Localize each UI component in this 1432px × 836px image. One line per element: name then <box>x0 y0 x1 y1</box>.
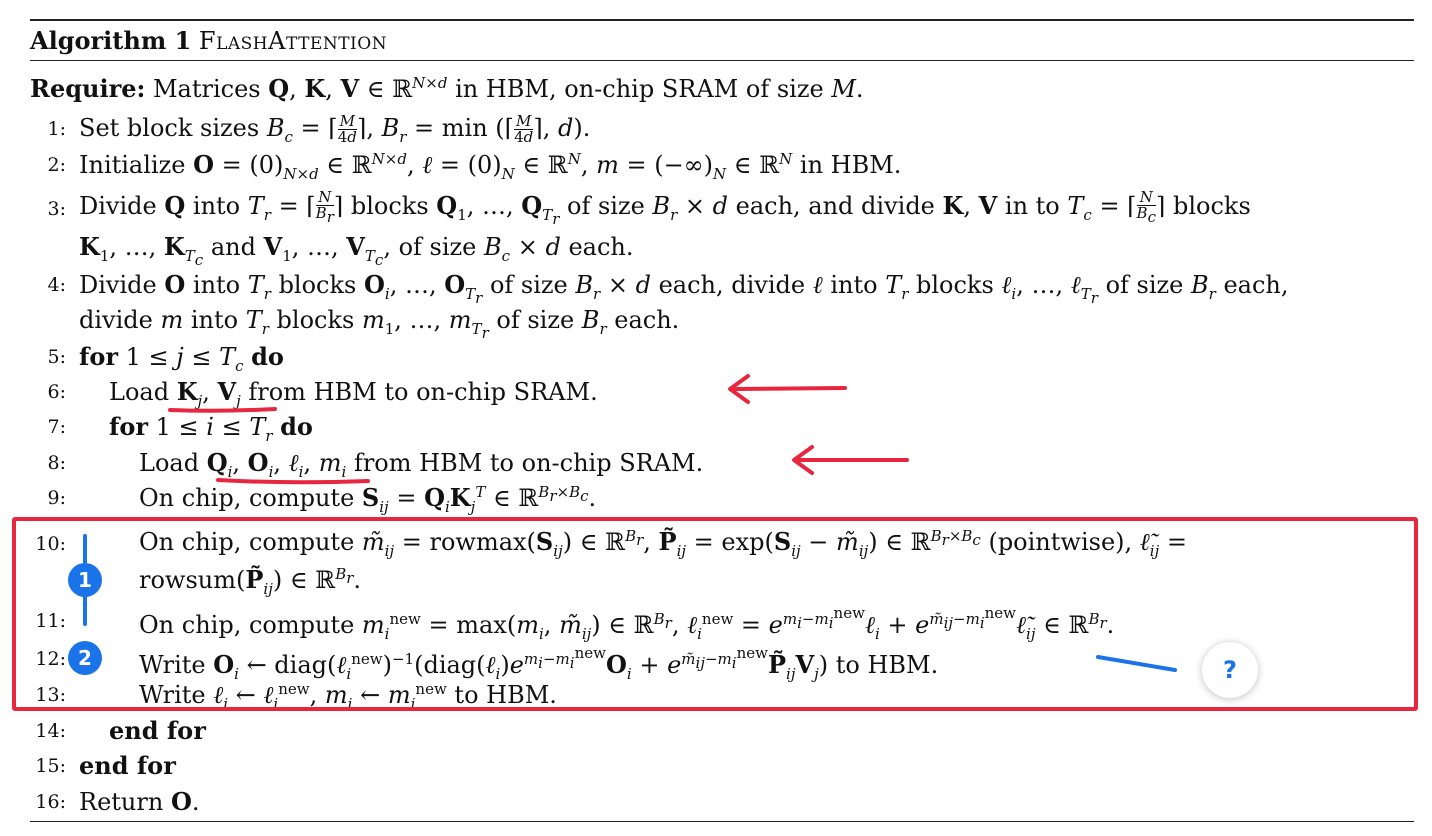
line-number: 10: <box>35 533 66 555</box>
line-number: 9: <box>47 487 66 509</box>
line-text: Write ℓ$_i$ ← ℓ$_i^{new}$, $m_i$ ← $m_i^{new}$ to HBM. <box>139 680 557 713</box>
line-number: 16: <box>35 791 66 813</box>
line-number: 11: <box>35 610 66 632</box>
line-number: 7: <box>47 416 66 438</box>
line-number: 13: <box>35 684 66 706</box>
line-number: 15: <box>35 755 66 777</box>
algorithm-name: FlashAttention <box>198 27 388 55</box>
red-arrow-line-6 <box>730 376 845 402</box>
red-arrow-line-8 <box>794 447 907 473</box>
line-text: Set block sizes $B_c$ = ⌈ $\frac{M}{4d}$ ⌉, $B_r = \min$ (⌈ $\frac{M}{4d}$ ⌉, d). <box>79 112 591 146</box>
line-text: Divide Q into $T_r$ = ⌈ $\frac{N}{B_r}$ ⌉ blocks $Q_1$, …, $Q_{T_r}$ of size $B_r \times d$ each, and divide K, V in to $T_c$ = ⌈ $\frac{N}{B_c}$ ⌉ blocks <box>79 188 1251 228</box>
require-keyword: Require: <box>30 74 146 103</box>
red-underline-kv <box>170 409 275 411</box>
red-underline-qoml <box>218 480 368 482</box>
help-button[interactable]: ? <box>1202 642 1258 698</box>
line-number: 12: <box>35 648 66 670</box>
line-number: 4: <box>47 274 66 296</box>
line-text: Write $O_i$ ← $diag(\ell_i^{new})^{-1}(diag(\ell_i)e^{m_i-m_i^{new}}O_i$ + $e^{m̃_{ij}-m_i^{new}}P̃_{ij}V_j$) to HBM. <box>139 644 939 683</box>
line-text: Return O. <box>79 787 200 816</box>
line-text: On chip, compute $m_i^{new} = \max(m_i$, $m̃_{ij}$) ∈ ℝ$^{B_r}$, ℓ$_i^{new}$ = $e^{m_i-m_i^{new}}\ell_i$ + $e^{m̃_{ij}-m_i^{new}}\ell̃_{ij}$ ∈ ℝ$^{B_r}$. <box>139 604 1115 643</box>
annotation-badge-1[interactable]: 1 <box>68 563 102 597</box>
line-text: Divide O into $T_r$ blocks $O_i$, …, $O_{T_r}$ of size $B_r \times d$ each, divide ℓ into $T_r$ blocks ℓ$_i$, …, ℓ$_{T_r}$ of size $B_r$ each, <box>79 270 1289 307</box>
line-text: On chip, compute $S_{ij} = Q_iK_j^T$ ∈ ℝ$^{B_r\times B_c}$. <box>139 483 597 516</box>
line-number: 1: <box>47 118 66 140</box>
line-text: Load $Q_i$, $O_i$, ℓ$_i$, $m_i$ from HBM to on-chip SRAM. <box>139 448 704 481</box>
line-text: end for <box>79 751 176 780</box>
line-text: On chip, compute $m̃_{ij} = rowmax(S_{ij})$ ∈ ℝ$^{B_r}$, $P̃_{ij} = \exp(S_{ij}$ − $m̃_{ij}$) ∈ ℝ$^{B_r\times B_c}$ (pointwise), $\ell̃_{ij}$ = <box>139 527 1187 560</box>
line-number: 3: <box>47 198 66 220</box>
line-number: 6: <box>47 381 66 403</box>
line-text: Initialize $O = (0)_{N\times d}$ ∈ ℝ$^{N\times d}$, ℓ = $(0)_N$ ∈ ℝ$^N$, $m = (-\infty)_N$ ∈ ℝ$^N$ in HBM. <box>79 150 902 183</box>
annotation-badge-2[interactable]: 2 <box>68 641 102 675</box>
require-text: Matrices Q, K, V ∈ ℝ$^{N\times d}$ in HBM, on-chip SRAM of size M. <box>152 74 864 103</box>
line-text: end for <box>109 716 206 745</box>
line-number: 5: <box>47 346 66 368</box>
line-number: 8: <box>47 452 66 474</box>
line-text: for $1 \le i \le T_r$ do <box>109 412 313 445</box>
line-number: 14: <box>35 720 66 742</box>
line-text-continued: $rowsum(P̃_{ij})$ ∈ ℝ$^{B_r}$. <box>139 565 362 598</box>
line-number: 2: <box>47 154 66 176</box>
line-text: Load $K_j$, $V_j$ from HBM to on-chip SRAM. <box>109 377 598 410</box>
algorithm-label: Algorithm 1 <box>30 26 192 55</box>
line-text-continued: divide m into $T_r$ blocks $m_1$, …, $m_{T_r}$ of size $B_r$ each. <box>79 306 680 342</box>
line-text: for $1 \le j \le T_c$ do <box>79 342 284 375</box>
line-text-continued: $K_1$, …, $K_{T_c}$ and $V_1$, …, $V_{T_c}$, of size $B_c \times d$ each. <box>79 232 634 269</box>
